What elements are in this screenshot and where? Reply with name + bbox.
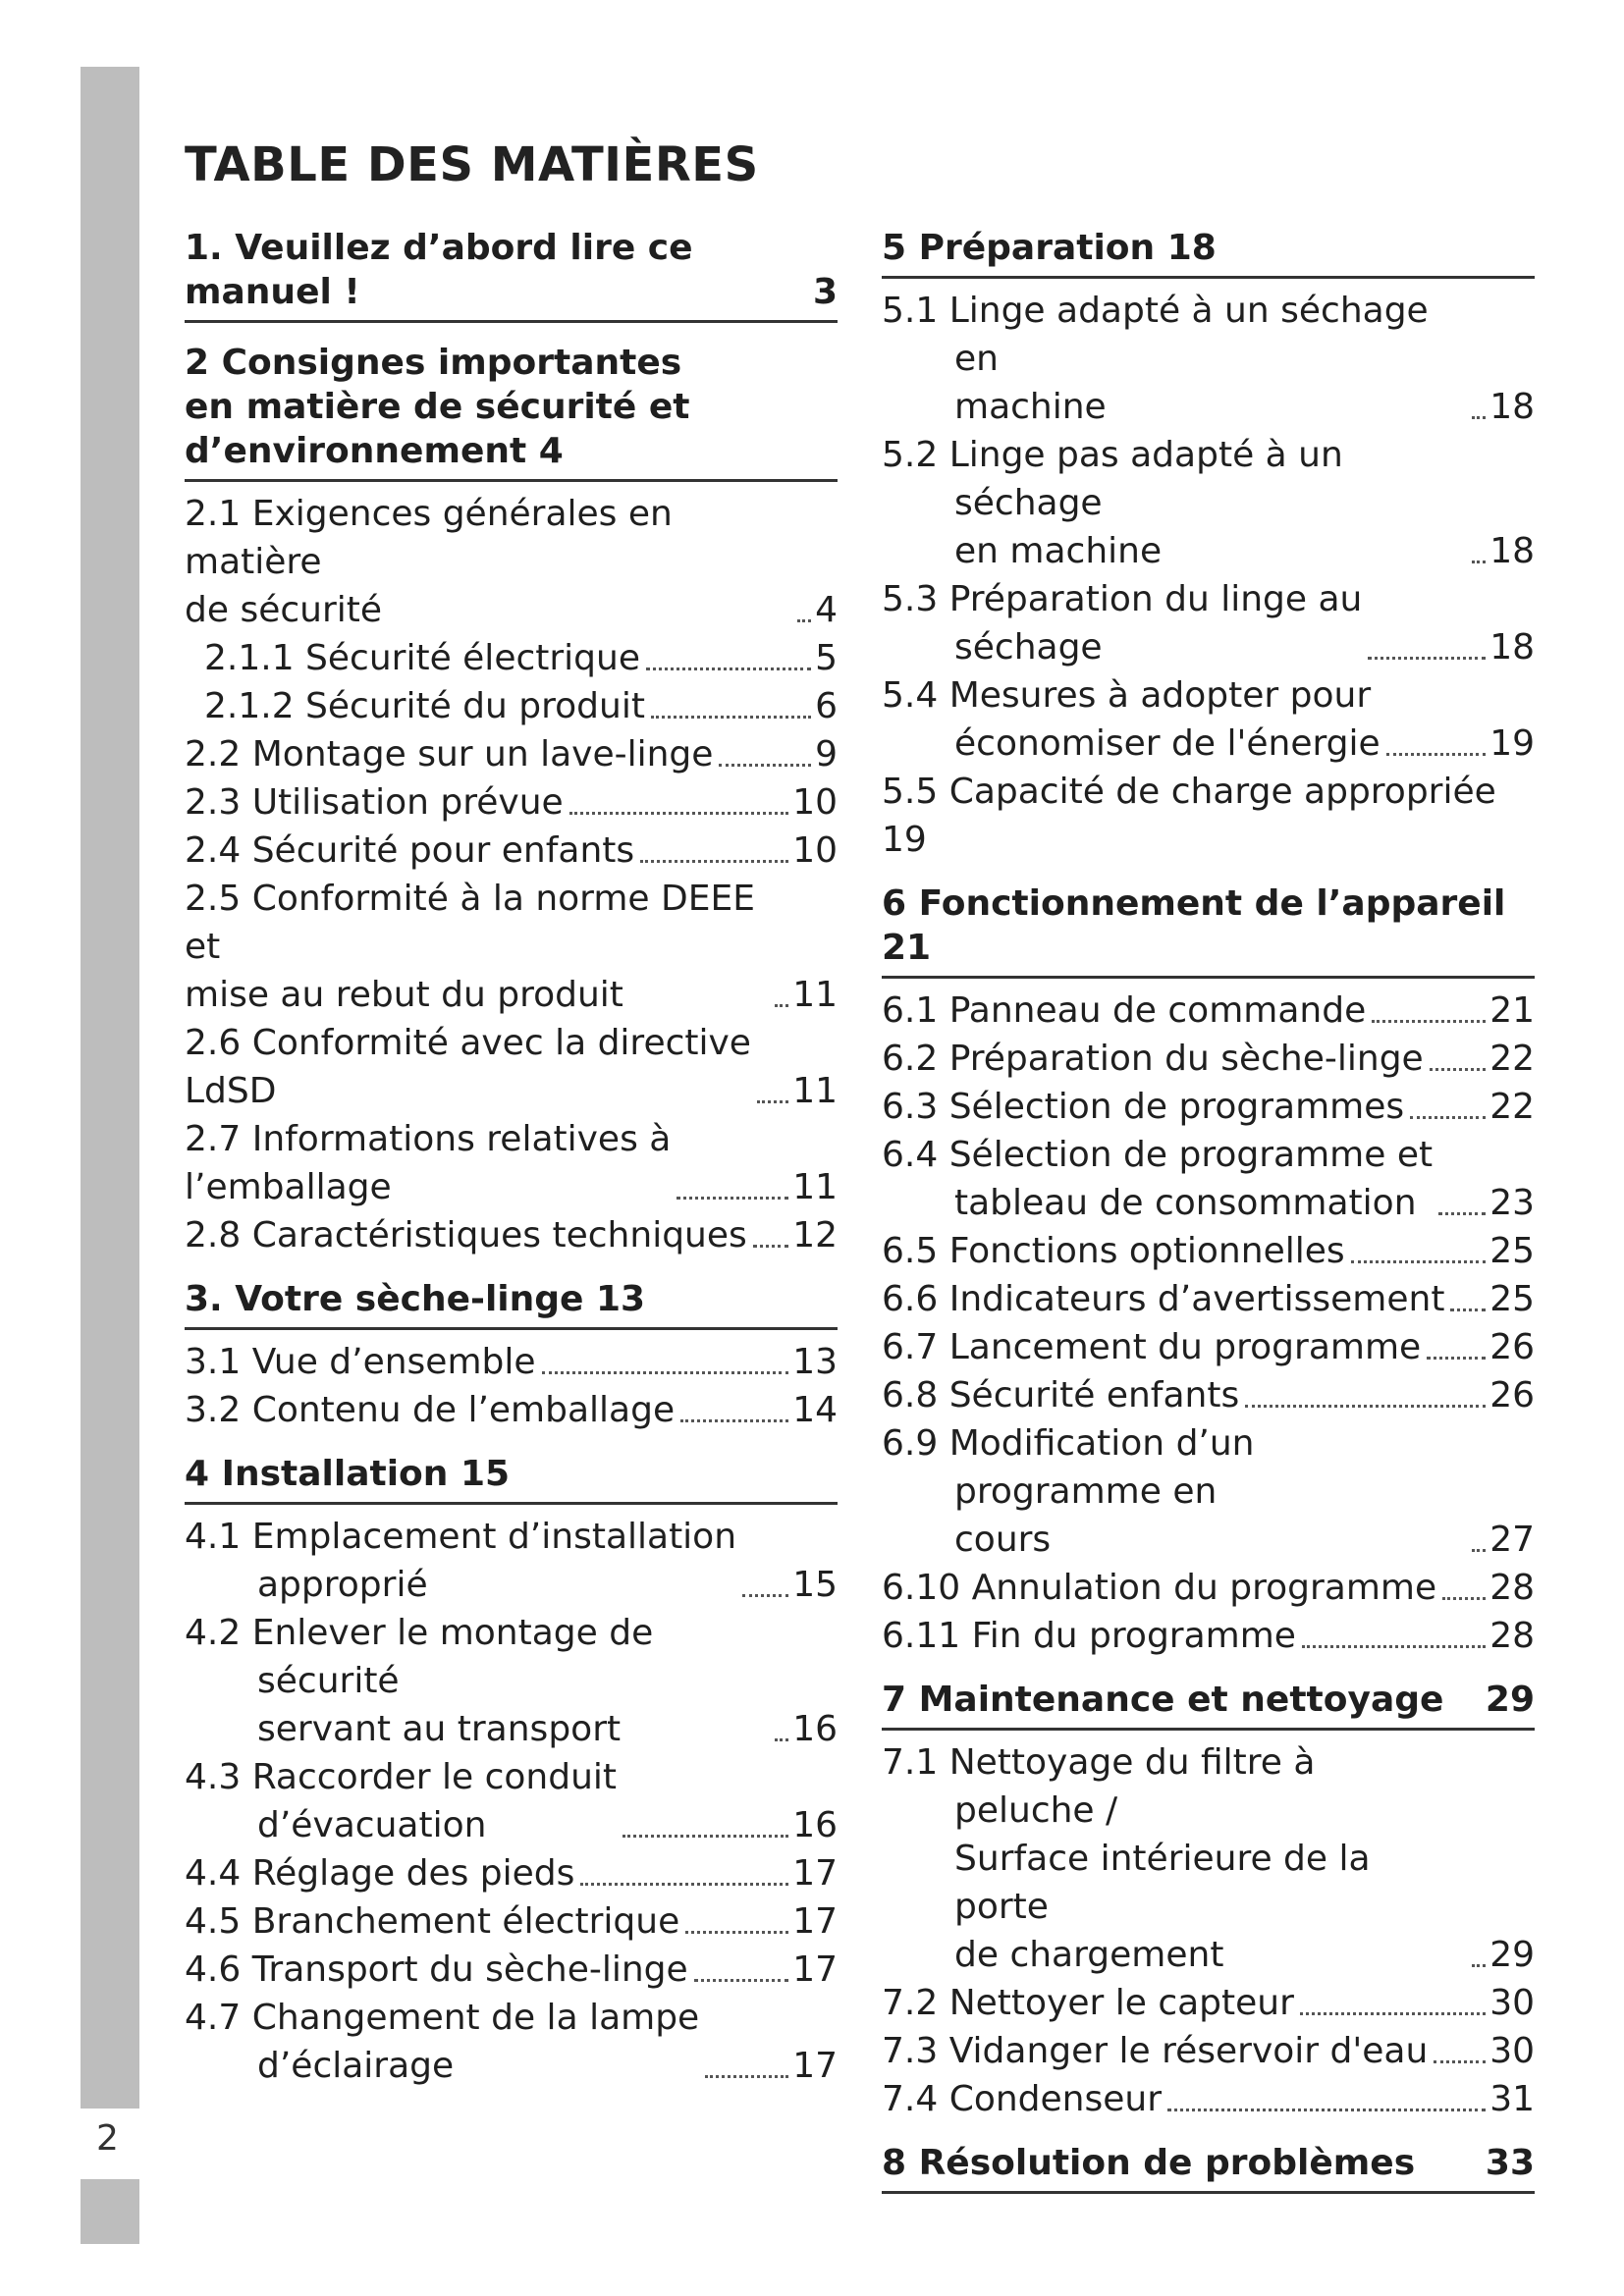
section-heading[interactable] xyxy=(882,226,1535,279)
toc-entry-page: 16 xyxy=(792,1709,838,1749)
toc-entry-label: 3.1 Vue d’ensemble xyxy=(185,1342,536,1382)
toc-entry-page: 11 xyxy=(792,975,838,1015)
toc-entry-page: 17 xyxy=(792,1853,838,1894)
section-heading[interactable] xyxy=(185,1277,838,1330)
section-heading-text: 7 Maintenance et nettoyage xyxy=(882,1680,1444,1720)
dot-leader xyxy=(1472,416,1486,419)
toc-entry-page: 9 xyxy=(815,734,838,774)
section-heading-text: 3. Votre sèche-linge 13 xyxy=(185,1279,646,1319)
toc-entry-label: 4.3 Raccorder le conduit d’évacuation xyxy=(185,1757,618,1845)
toc-entry[interactable] xyxy=(882,431,1535,575)
dot-leader xyxy=(640,860,788,863)
toc-section xyxy=(882,881,1535,1660)
toc-entry[interactable] xyxy=(882,575,1535,671)
toc-entry[interactable] xyxy=(882,2075,1535,2123)
toc-entry[interactable] xyxy=(185,1897,838,1946)
toc-entry-page: 17 xyxy=(792,1901,838,1942)
toc-entry-page: 31 xyxy=(1489,2079,1535,2119)
toc-section xyxy=(882,1678,1535,2123)
toc-entry[interactable] xyxy=(185,730,838,778)
dot-leader xyxy=(1427,1357,1486,1360)
toc-entry-label: 2.1 Exigences générales en matière de sécurité xyxy=(185,494,673,630)
dot-leader xyxy=(677,1197,788,1200)
section-heading-text: 6 Fonctionnement de l’appareil 21 xyxy=(882,883,1506,968)
toc-entry-page: 25 xyxy=(1489,1231,1535,1271)
dot-leader xyxy=(705,2075,788,2078)
toc-entry-page: 26 xyxy=(1489,1375,1535,1415)
dot-leader xyxy=(646,667,811,670)
toc-entry-label: 6.6 Indicateurs d’avertissement xyxy=(882,1279,1445,1319)
dot-leader xyxy=(1245,1405,1486,1408)
toc-entry-label: 6.7 Lancement du programme xyxy=(882,1327,1422,1367)
toc-entry-label: 2.2 Montage sur un lave-linge xyxy=(185,734,714,774)
section-page-number: 33 xyxy=(1485,2143,1535,2183)
section-heading[interactable] xyxy=(882,1678,1535,1731)
toc-title: TABLE DES MATIÈRES xyxy=(185,137,759,192)
toc-entry[interactable] xyxy=(185,1753,838,1849)
toc-entry[interactable] xyxy=(882,1564,1535,1612)
toc-entry-page: 18 xyxy=(1489,627,1535,667)
dot-leader xyxy=(1302,1645,1486,1648)
toc-entry-label: 6.5 Fonctions optionnelles xyxy=(882,1231,1345,1271)
toc-entry-label: 4.1 Emplacement d’installation approprié xyxy=(185,1517,737,1605)
toc-entry-label: 6.2 Préparation du sèche-linge xyxy=(882,1039,1424,1079)
toc-entry-page: 25 xyxy=(1489,1279,1535,1319)
toc-entry-label: 2.4 Sécurité pour enfants xyxy=(185,830,635,871)
toc-section xyxy=(185,1452,838,2090)
dot-leader xyxy=(694,1979,789,1982)
toc-entry-page: 19 xyxy=(1489,723,1535,764)
toc-entry-page: 17 xyxy=(792,2046,838,2086)
toc-entry-label: 4.5 Branchement électrique xyxy=(185,1901,680,1942)
toc-entry-page: 18 xyxy=(1489,531,1535,571)
toc-section xyxy=(185,226,838,323)
toc-section xyxy=(882,2141,1535,2194)
section-heading[interactable] xyxy=(185,1452,838,1505)
section-heading[interactable] xyxy=(882,881,1535,979)
dot-leader xyxy=(1450,1308,1486,1311)
toc-entry-label: 2.8 Caractéristiques techniques xyxy=(185,1215,747,1255)
toc-entry-label: 2.7 Informations relatives à l’emballage xyxy=(185,1119,672,1207)
toc-entry[interactable] xyxy=(882,1738,1535,1979)
toc-left-column xyxy=(185,226,838,2108)
toc-entry-label: 2.1.2 Sécurité du produit xyxy=(204,686,645,726)
toc-entry-page: 30 xyxy=(1489,1983,1535,2023)
dot-leader xyxy=(797,619,811,622)
section-heading-text: 5 Préparation 18 xyxy=(882,228,1217,268)
toc-entry-label: 6.9 Modification d’un programme en cours xyxy=(882,1423,1255,1560)
toc-entry[interactable] xyxy=(185,1513,838,1609)
toc-entry[interactable] xyxy=(185,682,838,730)
toc-entry-page: 28 xyxy=(1489,1616,1535,1656)
toc-entry-label: 4.4 Réglage des pieds xyxy=(185,1853,575,1894)
dot-leader xyxy=(1351,1260,1487,1263)
toc-entry[interactable] xyxy=(185,1338,838,1386)
toc-entry-label: 2.5 Conformité à la norme DEEE et mise au rebut du produit xyxy=(185,879,755,1015)
dot-leader xyxy=(1472,1964,1486,1967)
dot-leader xyxy=(1410,1116,1486,1119)
toc-entry-page: 14 xyxy=(792,1390,838,1430)
toc-entry-label: 4.6 Transport du sèche-linge xyxy=(185,1949,688,1990)
toc-section xyxy=(185,1277,838,1434)
section-page-number: 29 xyxy=(1485,1680,1535,1720)
toc-entry[interactable] xyxy=(882,1083,1535,1131)
toc-entry[interactable] xyxy=(882,1419,1535,1564)
toc-entry-page: 22 xyxy=(1489,1087,1535,1127)
toc-entry-page: 22 xyxy=(1489,1039,1535,1079)
dot-leader xyxy=(685,1931,788,1934)
toc-section xyxy=(882,226,1535,864)
toc-entry[interactable] xyxy=(882,987,1535,1035)
dot-leader xyxy=(1300,2012,1486,2015)
toc-entry[interactable] xyxy=(185,1609,838,1753)
section-heading-text: 2 Consignes importantes en matière de sécurité et d’environnement 4 xyxy=(185,343,690,471)
toc-entry-page: 18 xyxy=(1489,387,1535,427)
toc-entry-label: 2.1.1 Sécurité électrique xyxy=(204,638,640,678)
toc-entry-label: 5.1 Linge adapté à un séchage en machine xyxy=(882,291,1429,427)
toc-entry-page: 4 xyxy=(815,590,838,630)
toc-entry-page: 10 xyxy=(792,782,838,823)
toc-entry[interactable] xyxy=(185,1019,838,1115)
section-heading-text: 1. Veuillez d’abord lire ce manuel ! xyxy=(185,228,693,312)
toc-entry-page: 5 xyxy=(815,638,838,678)
dot-leader xyxy=(1472,1549,1486,1552)
toc-entry-page: 27 xyxy=(1489,1520,1535,1560)
toc-entry-page: 10 xyxy=(792,830,838,871)
toc-entry-label: 5.5 Capacité de charge appropriée 19 xyxy=(882,772,1496,860)
dot-leader xyxy=(1386,753,1487,756)
dot-leader xyxy=(1167,2109,1486,2111)
toc-entry-label: 7.4 Condenseur xyxy=(882,2079,1163,2119)
toc-entry[interactable] xyxy=(882,1227,1535,1275)
toc-right-column xyxy=(882,226,1535,2212)
page-number: 2 xyxy=(96,2118,119,2159)
toc-entry-label: 7.1 Nettoyage du filtre à peluche / Surface intérieure de la porte de chargement xyxy=(882,1742,1371,1975)
toc-entry[interactable] xyxy=(185,875,838,1019)
toc-entry[interactable] xyxy=(882,1979,1535,2027)
toc-entry[interactable] xyxy=(882,768,1535,864)
toc-entry-label: 2.3 Utilisation prévue xyxy=(185,782,564,823)
toc-entry-page: 12 xyxy=(792,1215,838,1255)
toc-entry[interactable] xyxy=(185,1115,838,1211)
dot-leader xyxy=(775,1004,788,1007)
toc-entry[interactable] xyxy=(882,1612,1535,1660)
toc-entry-label: 6.11 Fin du programme xyxy=(882,1616,1296,1656)
dot-leader xyxy=(1372,1020,1486,1023)
dot-leader xyxy=(569,812,789,815)
toc-entry-page: 28 xyxy=(1489,1568,1535,1608)
toc-entry[interactable] xyxy=(185,1849,838,1897)
dot-leader xyxy=(651,716,811,719)
toc-entry[interactable] xyxy=(882,1131,1535,1227)
dot-leader xyxy=(719,764,811,767)
toc-entry[interactable] xyxy=(185,1211,838,1259)
toc-section xyxy=(185,341,838,1259)
toc-entry-page: 23 xyxy=(1489,1183,1535,1223)
toc-entry-label: 5.3 Préparation du linge au séchage xyxy=(882,579,1363,667)
section-heading[interactable] xyxy=(185,341,838,482)
toc-entry-page: 13 xyxy=(792,1342,838,1382)
section-heading-text: 8 Résolution de problèmes xyxy=(882,2143,1416,2183)
toc-entry-label: 7.2 Nettoyer le capteur xyxy=(882,1983,1294,2023)
dot-leader xyxy=(753,1245,788,1248)
toc-entry[interactable] xyxy=(185,778,838,827)
toc-entry-page: 16 xyxy=(792,1805,838,1845)
toc-entry-label: 4.7 Changement de la lampe d’éclairage xyxy=(185,1998,700,2086)
toc-entry-page: 15 xyxy=(792,1565,838,1605)
dot-leader xyxy=(742,1594,788,1597)
toc-entry-label: 2.6 Conformité avec la directive LdSD xyxy=(185,1023,751,1111)
toc-entry[interactable] xyxy=(185,634,838,682)
toc-entry-page: 21 xyxy=(1489,990,1535,1031)
toc-entry-label: 7.3 Vidanger le réservoir d'eau xyxy=(882,2031,1429,2071)
toc-entry[interactable] xyxy=(185,490,838,634)
toc-entry-label: 6.4 Sélection de programme et tableau de consommation xyxy=(882,1135,1434,1223)
toc-entry-label: 6.1 Panneau de commande xyxy=(882,990,1367,1031)
toc-entry[interactable] xyxy=(882,1371,1535,1419)
toc-entry[interactable] xyxy=(185,1994,838,2090)
dot-leader xyxy=(775,1738,788,1741)
dot-leader xyxy=(1442,1597,1486,1600)
dot-leader xyxy=(1368,657,1486,660)
toc-entry-label: 4.2 Enlever le montage de sécurité servant au transport xyxy=(185,1613,654,1749)
dot-leader xyxy=(1434,2060,1486,2063)
section-page-number: 3 xyxy=(812,272,838,312)
toc-entry[interactable] xyxy=(185,1946,838,1994)
dot-leader xyxy=(623,1835,788,1838)
toc-entry-label: 6.10 Annulation du programme xyxy=(882,1568,1437,1608)
dot-leader xyxy=(757,1100,788,1103)
toc-entry[interactable] xyxy=(185,827,838,875)
dot-leader xyxy=(680,1419,788,1422)
dot-leader xyxy=(1438,1212,1486,1215)
dot-leader xyxy=(1430,1068,1486,1071)
toc-entry[interactable] xyxy=(185,1386,838,1434)
toc-entry[interactable] xyxy=(882,1323,1535,1371)
toc-entry-label: 3.2 Contenu de l’emballage xyxy=(185,1390,676,1430)
toc-entry-page: 26 xyxy=(1489,1327,1535,1367)
toc-entry[interactable] xyxy=(882,1275,1535,1323)
toc-entry-page: 6 xyxy=(815,686,838,726)
toc-entry-page: 11 xyxy=(792,1071,838,1111)
toc-entry-label: 6.8 Sécurité enfants xyxy=(882,1375,1240,1415)
toc-entry[interactable] xyxy=(882,1035,1535,1083)
section-heading[interactable] xyxy=(882,2141,1535,2194)
toc-entry[interactable] xyxy=(882,287,1535,431)
toc-entry-page: 17 xyxy=(792,1949,838,1990)
section-heading-text: 4 Installation 15 xyxy=(185,1454,511,1494)
section-heading[interactable] xyxy=(185,226,838,323)
toc-entry[interactable] xyxy=(882,2027,1535,2075)
toc-entry[interactable] xyxy=(882,671,1535,768)
dot-leader xyxy=(1472,561,1486,563)
toc-entry-page: 11 xyxy=(792,1167,838,1207)
dot-leader xyxy=(580,1883,788,1886)
toc-entry-label: 5.2 Linge pas adapté à un séchage en machine xyxy=(882,435,1343,571)
toc-entry-page: 29 xyxy=(1489,1935,1535,1975)
sidebar-block xyxy=(81,2179,139,2244)
toc-entry-label: 5.4 Mesures à adopter pour économiser de l'énergie xyxy=(882,675,1380,764)
toc-entry-label: 6.3 Sélection de programmes xyxy=(882,1087,1405,1127)
sidebar-bar xyxy=(81,67,139,2109)
dot-leader xyxy=(542,1371,789,1374)
toc-entry-page: 30 xyxy=(1489,2031,1535,2071)
